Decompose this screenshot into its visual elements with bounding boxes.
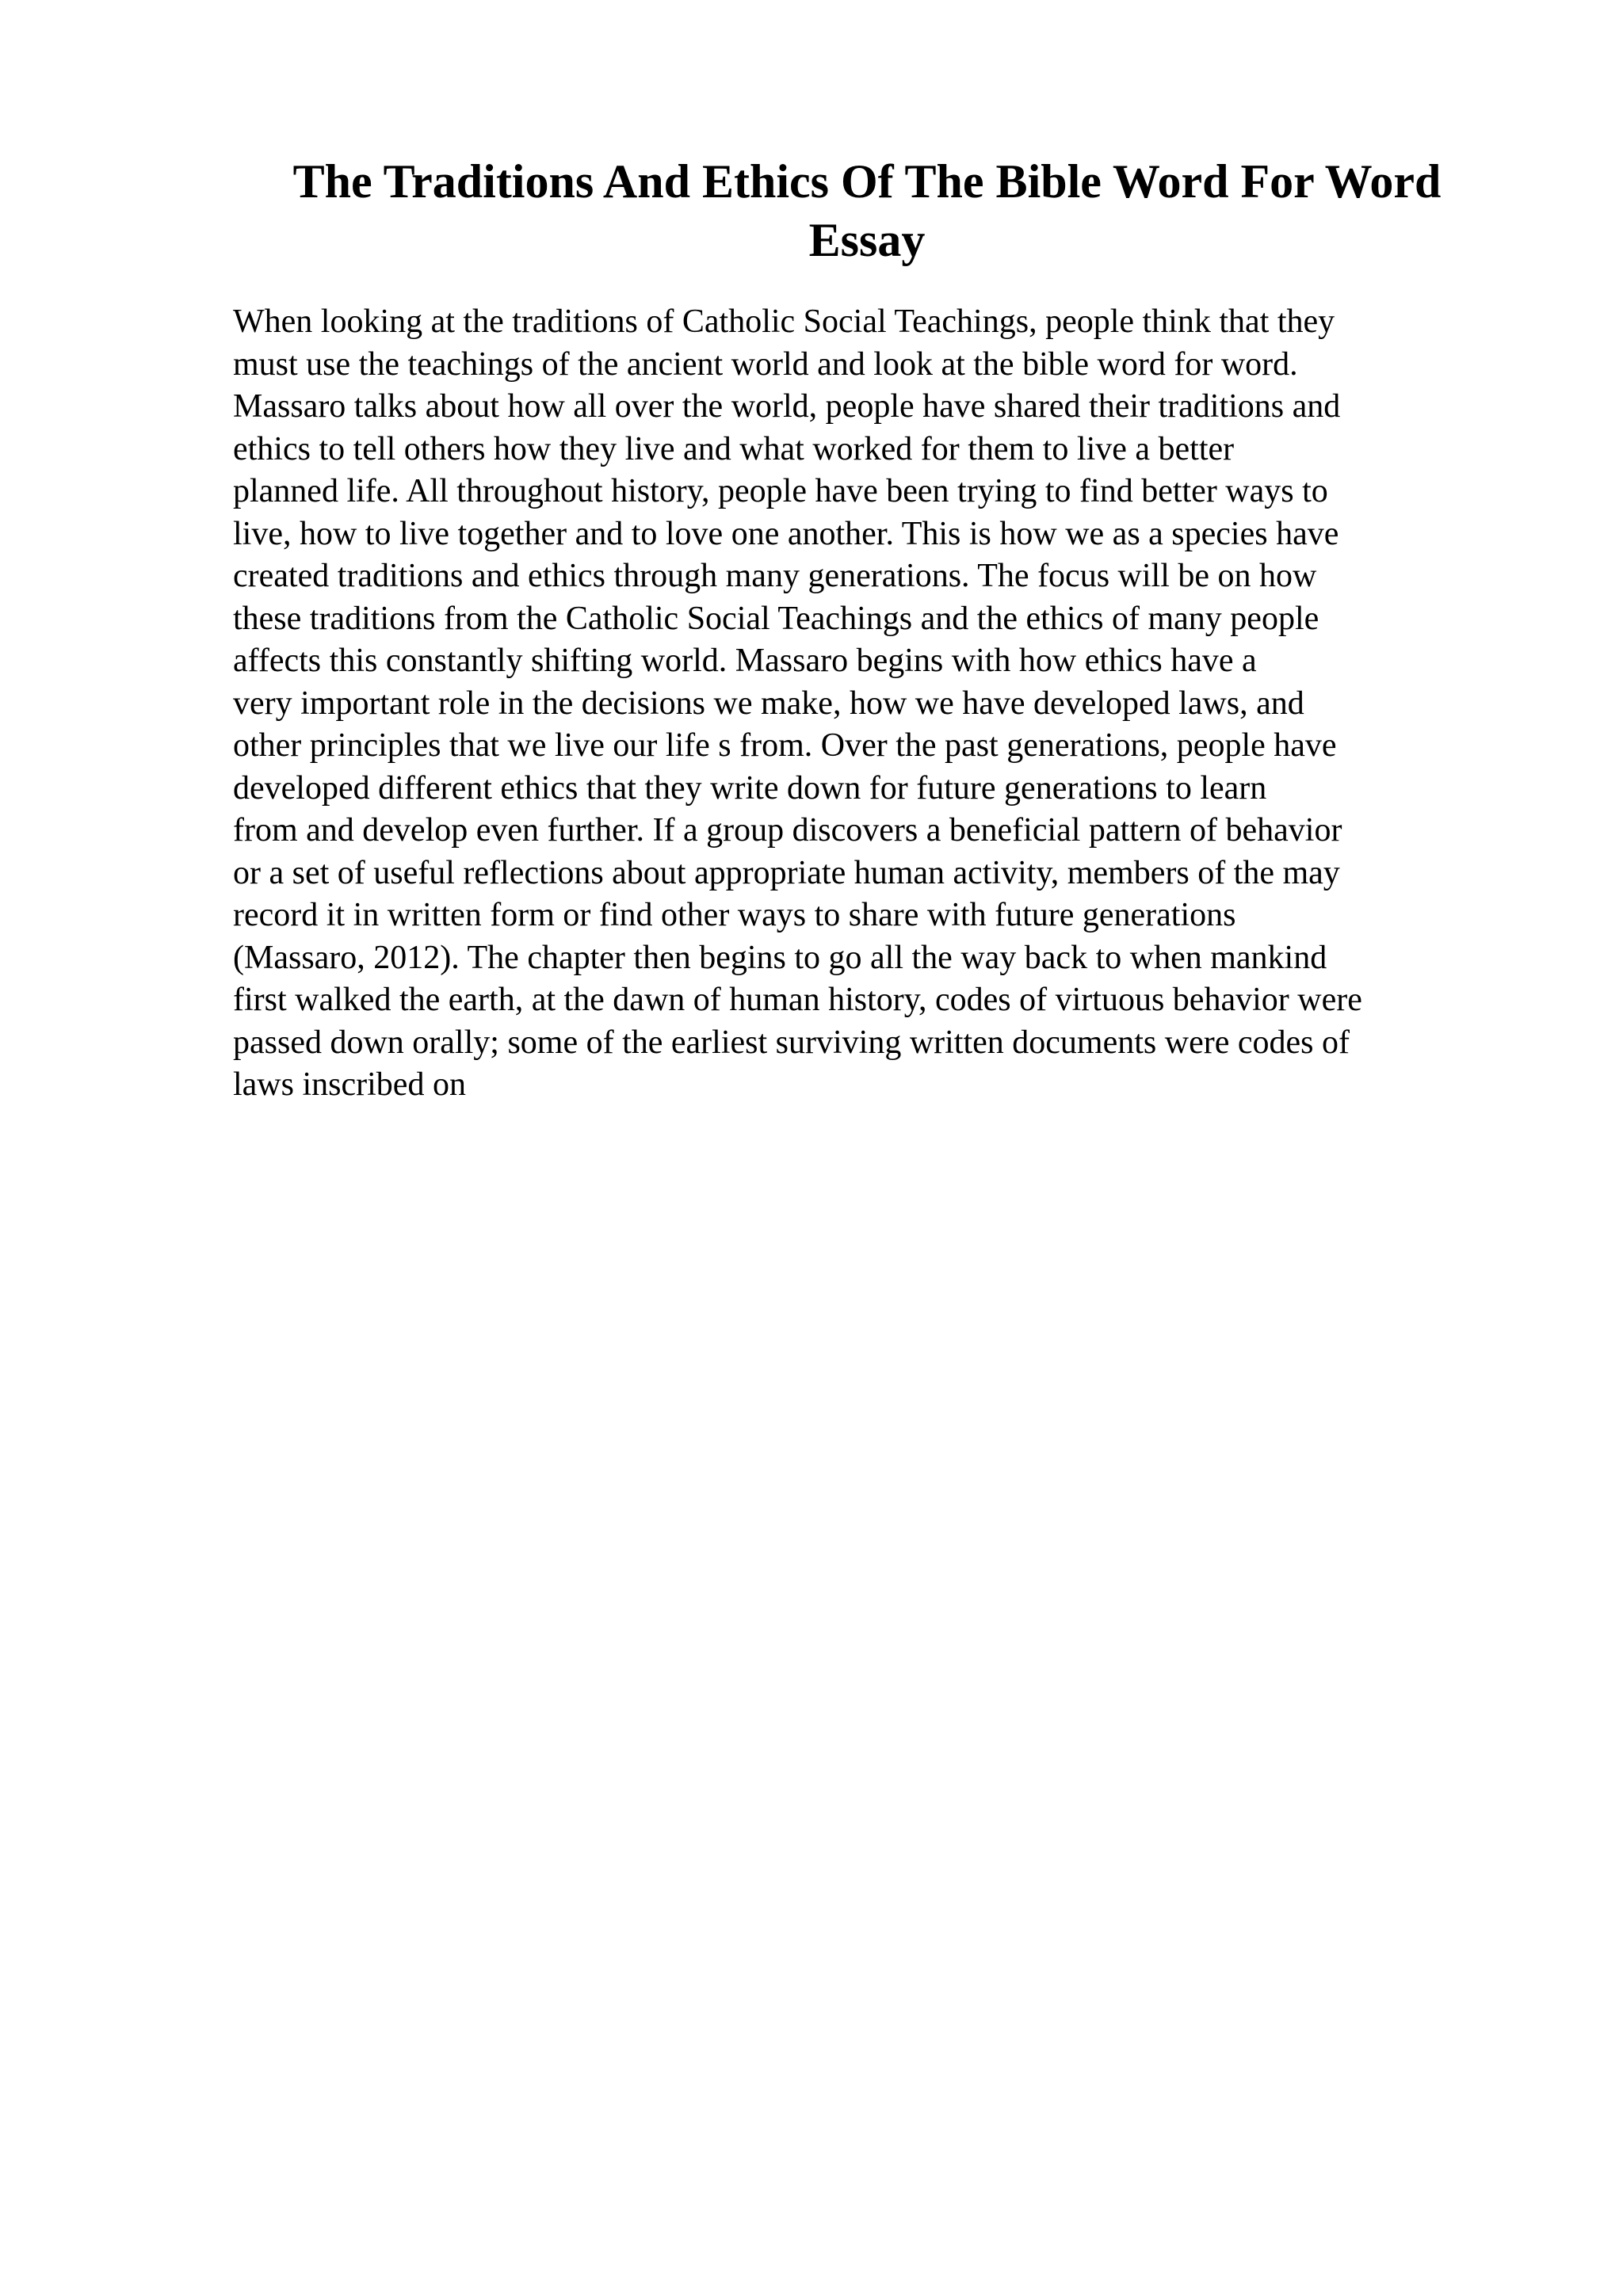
body-line: record it in written form or find other ways to share with future generations [233, 897, 1236, 933]
body-line: very important role in the decisions we make, how we have developed laws, and [233, 685, 1304, 722]
body-line: planned life. All throughout history, people have been trying to find better ways to [233, 473, 1328, 509]
body-line: other principles that we live our life s from. Over the past generations, people have [233, 727, 1337, 764]
body-line: ethics to tell others how they live and what worked for them to live a better [233, 430, 1235, 467]
body-line: must use the teachings of the ancient world and look at the bible word for word. [233, 345, 1298, 383]
title-line: The Traditions And Ethics Of The Bible Word For Word [292, 155, 1442, 208]
body-line: passed down orally; some of the earliest surviving written documents were codes of [233, 1024, 1350, 1061]
body-line: affects this constantly shifting world. Massaro begins with how ethics have a [233, 643, 1257, 679]
body-line: these traditions from the Catholic Social Teachings and the ethics of many people [233, 600, 1319, 637]
body-line: first walked the earth, at the dawn of human history, codes of virtuous behavior were [233, 982, 1362, 1018]
body-line: When looking at the traditions of Catholic Social Teachings, people think that they [233, 303, 1335, 340]
body-line: (Massaro, 2012). The chapter then begins to go all the way back to when mankind [233, 939, 1327, 976]
body-line: from and develop even further. If a group discovers a beneficial pattern of behavior [233, 812, 1342, 849]
body-line: developed different ethics that they write down for future generations to learn [233, 769, 1267, 807]
title-line: Essay [808, 214, 926, 266]
page-title [233, 152, 1501, 269]
essay-body [233, 301, 1549, 1107]
body-line: laws inscribed on [233, 1066, 466, 1103]
body-line: live, how to live together and to love one another. This is how we as a species have [233, 515, 1339, 552]
body-line: created traditions and ethics through many generations. The focus will be on how [233, 558, 1317, 594]
body-line: or a set of useful reflections about appropriate human activity, members of the may [233, 854, 1340, 891]
body-line: Massaro talks about how all over the world, people have shared their traditions and [233, 388, 1341, 425]
